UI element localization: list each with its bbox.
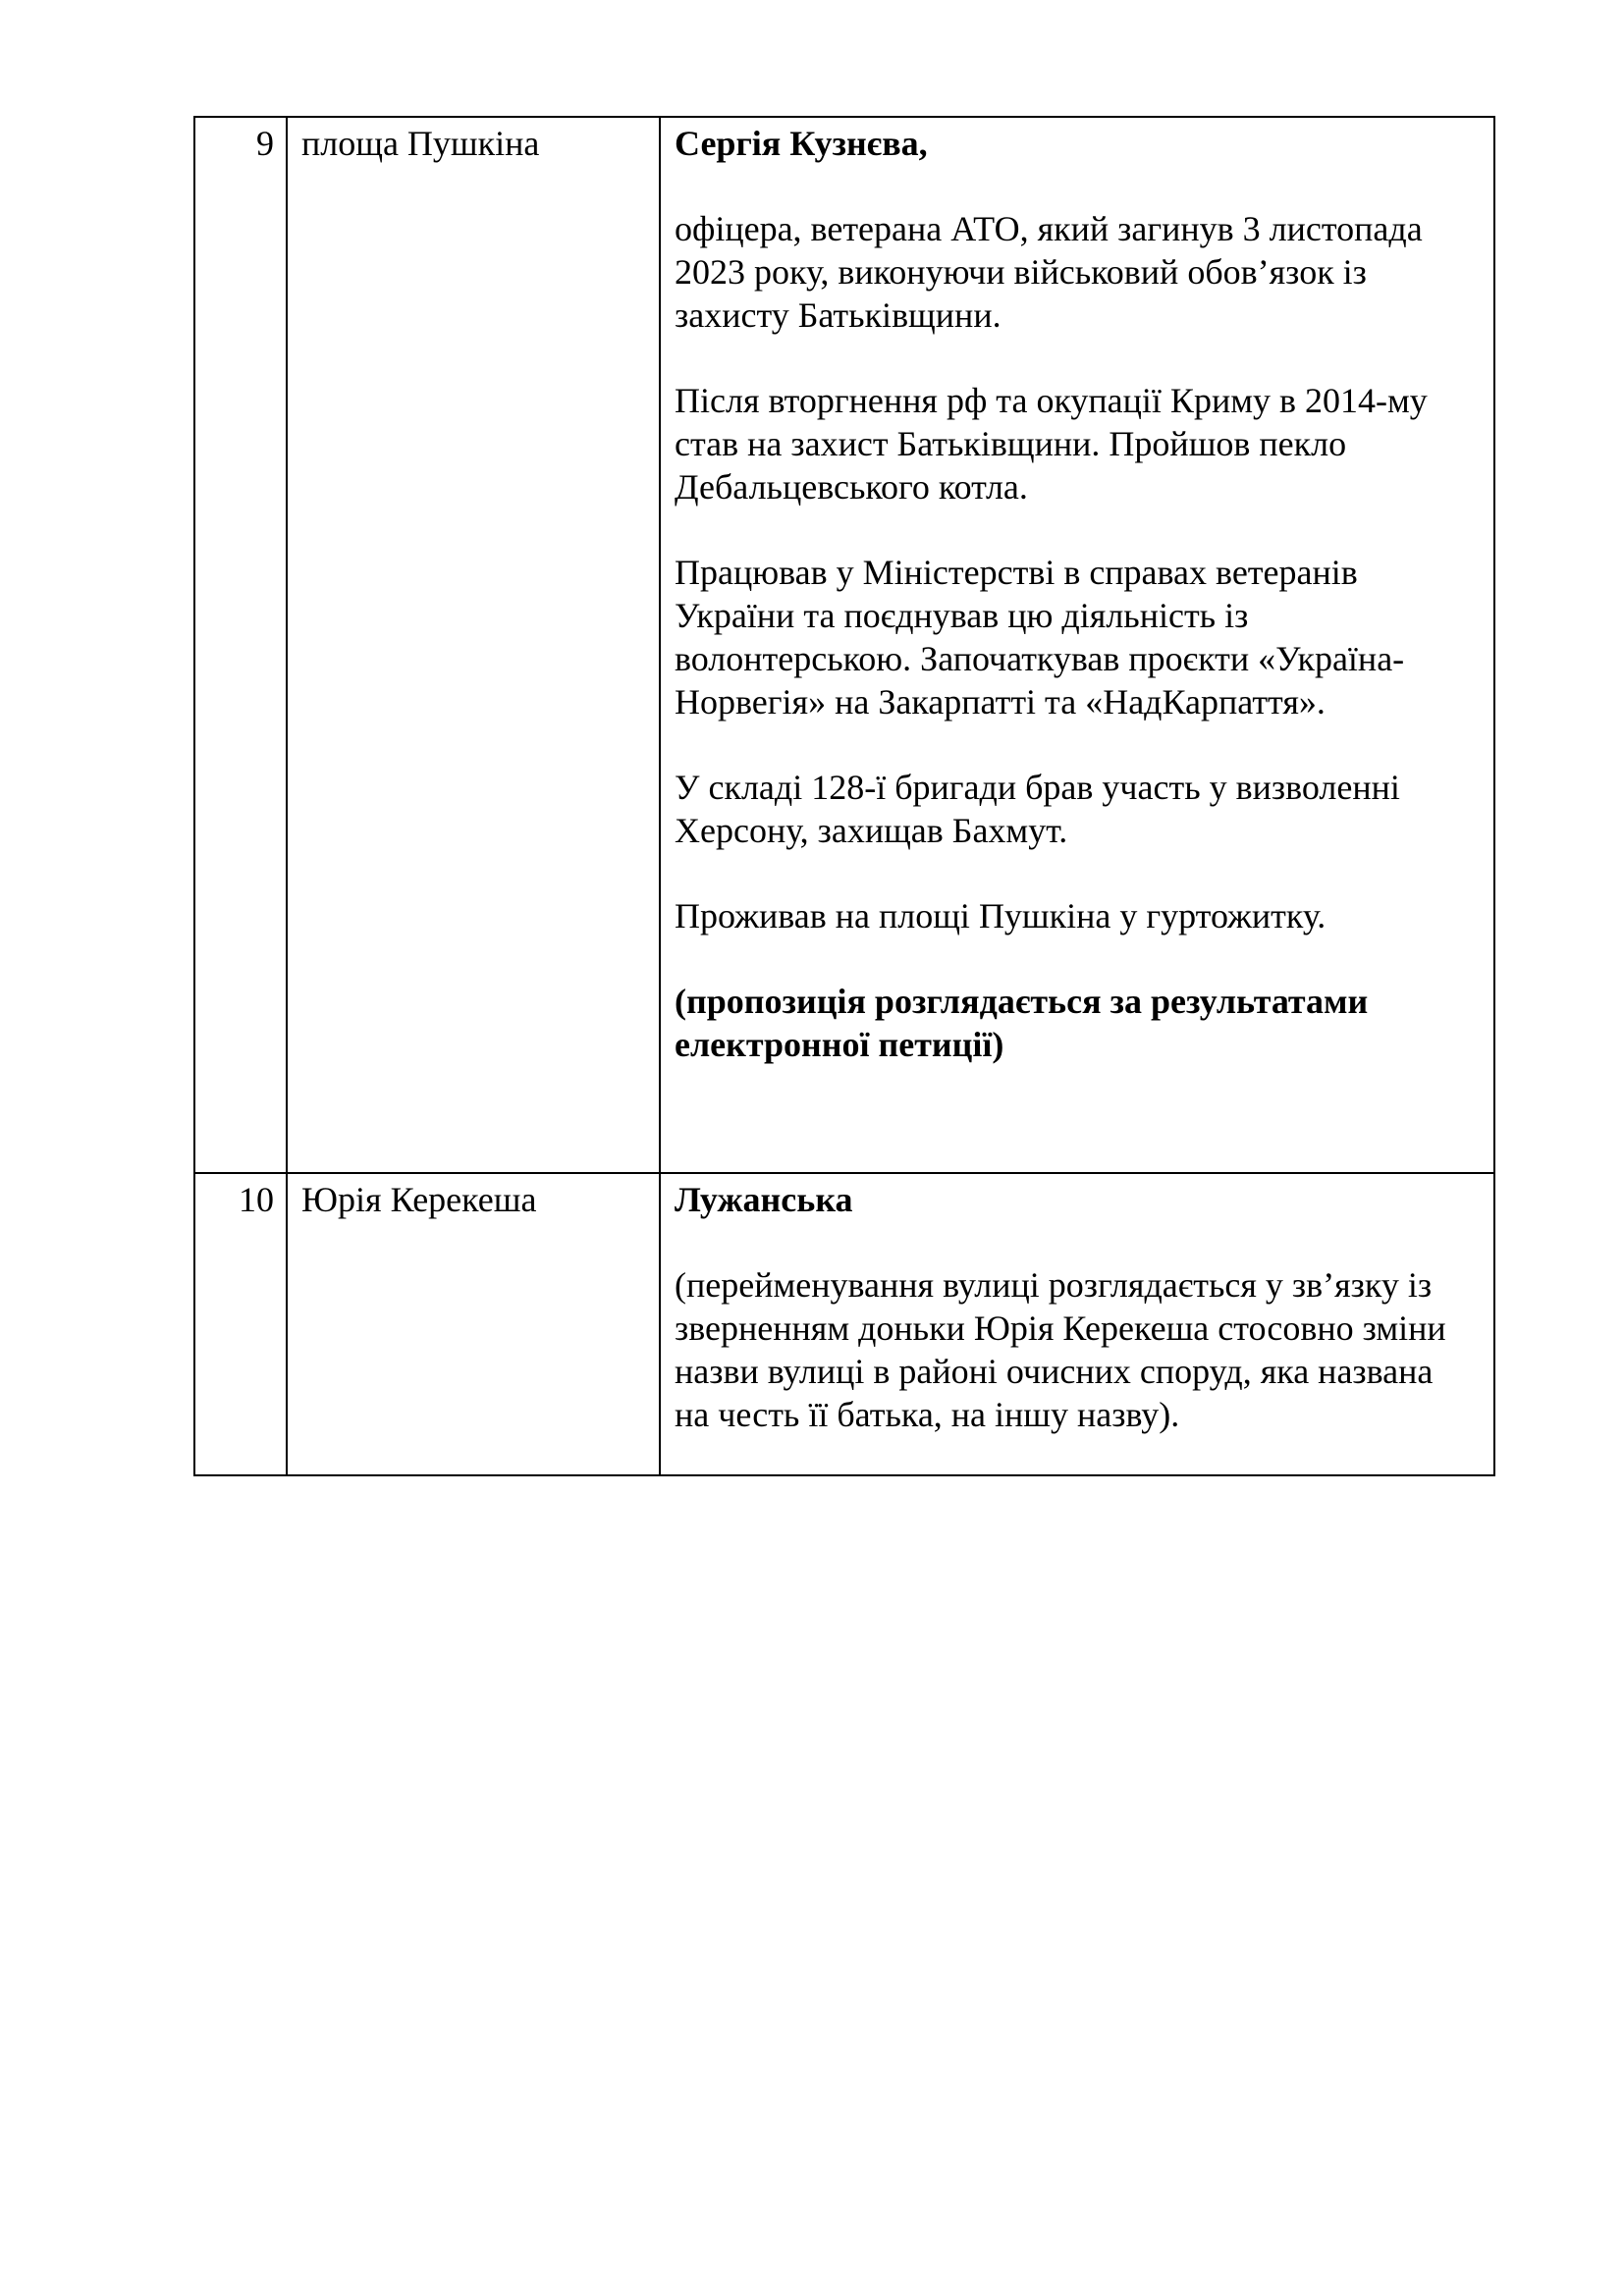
description-paragraph: Працював у Міністерстві в справах ветеранів України та поєднував цю діяльність із волонтерською. Започаткував проєкти «Україна-Норвегія» на Закарпатті та «НадКарпаття». bbox=[675, 553, 1405, 721]
table-row bbox=[194, 1173, 1494, 1475]
new-name-cell bbox=[660, 1173, 1494, 1475]
description-paragraph: (перейменування вулиці розглядається у зв’язку із зверненням доньки Юрія Керекеша стосовно зміни назви вулиці в районі очисних споруд, яка названа на честь її батька, на іншу назву). bbox=[675, 1265, 1446, 1434]
new-name: Лужанська bbox=[675, 1180, 853, 1219]
new-name-cell bbox=[660, 117, 1494, 1173]
petition-note: (пропозиція розглядається за результатами електронної петиції) bbox=[675, 982, 1369, 1064]
table-row bbox=[194, 117, 1494, 1173]
description-paragraph: офіцера, ветерана АТО, який загинув 3 листопада 2023 року, виконуючи військовий обов’язок із захисту Батьківщини. bbox=[675, 209, 1423, 335]
description-paragraph: У складі 128-ї бригади брав участь у визволенні Херсону, захищав Бахмут. bbox=[675, 768, 1400, 850]
description-paragraph: Проживав на площі Пушкіна у гуртожитку. bbox=[675, 896, 1326, 935]
row-number: 9 bbox=[194, 117, 287, 1173]
row-number: 10 bbox=[194, 1173, 287, 1475]
old-name: площа Пушкіна bbox=[287, 117, 660, 1173]
description-paragraph: Після вторгнення рф та окупації Криму в 2014-му став на захист Батьківщини. Пройшов пекло Дебальцевського котла. bbox=[675, 381, 1428, 507]
old-name: Юрія Керекеша bbox=[287, 1173, 660, 1475]
renaming-table bbox=[193, 116, 1495, 1476]
new-name: Сергія Кузнєва, bbox=[675, 124, 928, 163]
